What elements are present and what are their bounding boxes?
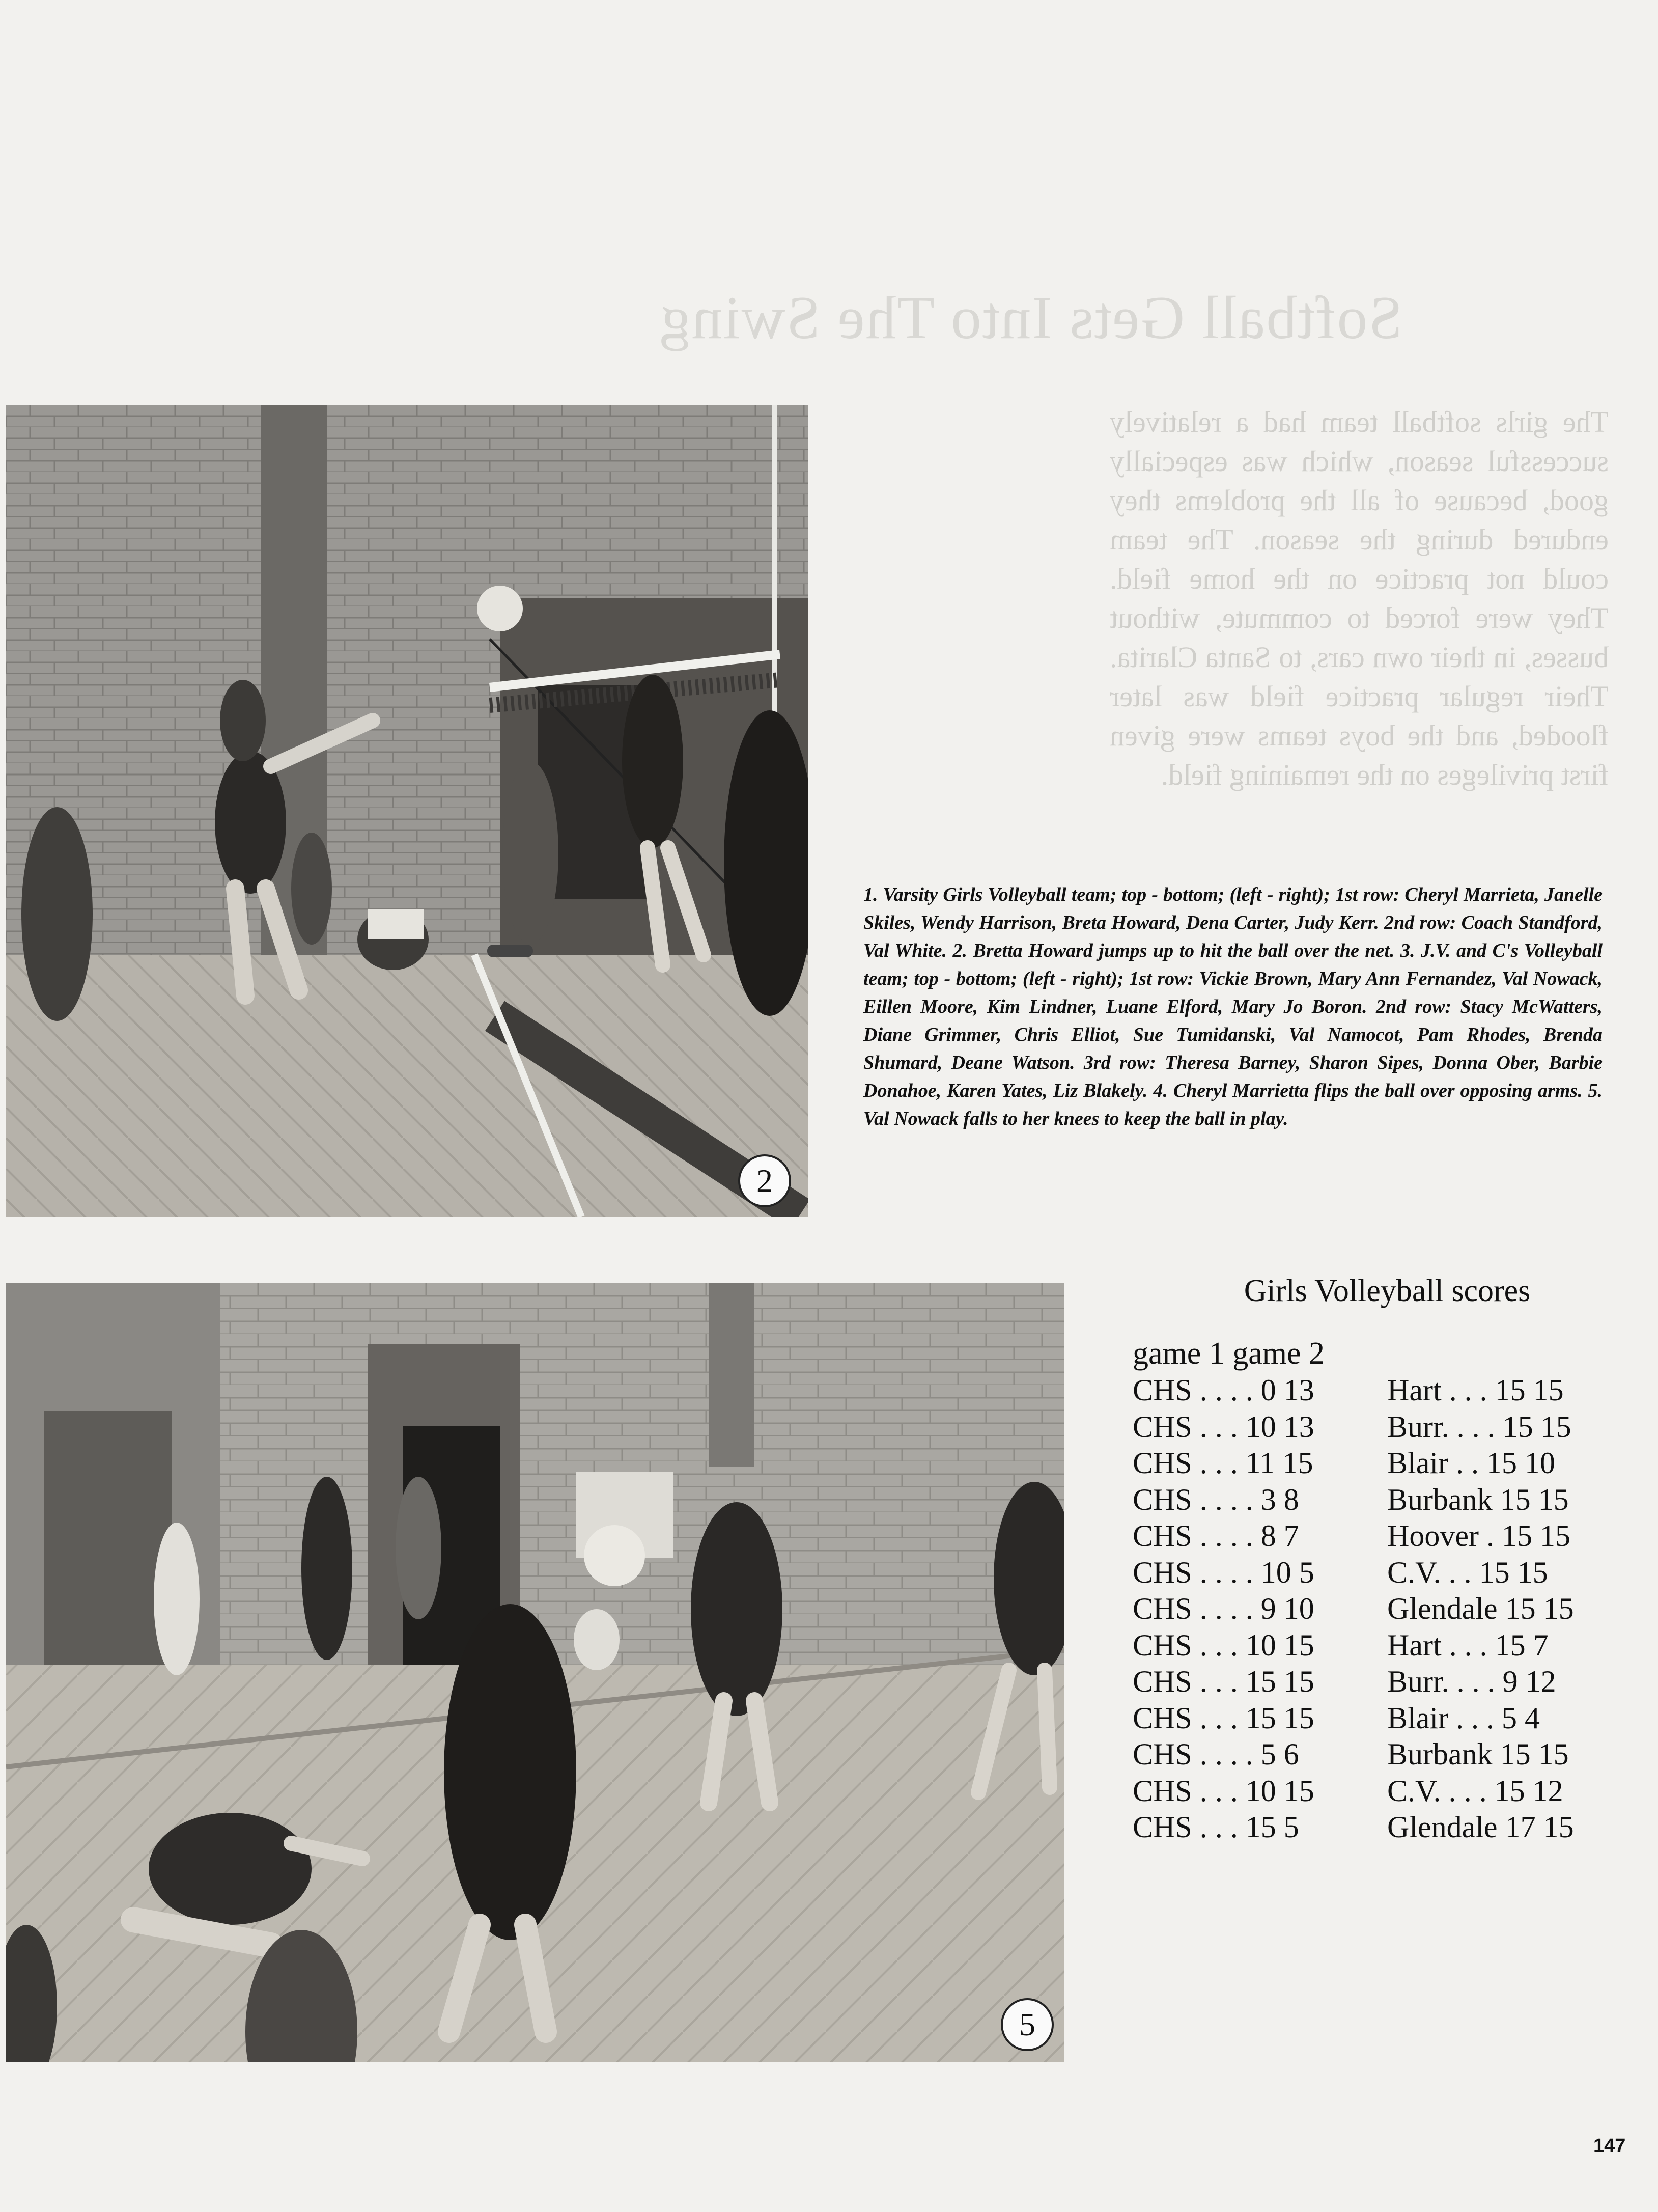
photo-volleyball-spike — [6, 405, 808, 1217]
chs-score: CHS . . . 15 15 — [1133, 1701, 1314, 1735]
opponent-score: C.V. . . . 15 12 — [1387, 1774, 1563, 1808]
score-row — [1133, 1409, 1574, 1446]
score-row — [1133, 1700, 1574, 1737]
scores-title: Girls Volleyball scores — [1244, 1274, 1531, 1308]
score-row — [1133, 1664, 1574, 1700]
scores-table — [1133, 1372, 1574, 1846]
chs-score: CHS . . . 15 5 — [1133, 1810, 1299, 1844]
photo-volleyball-dig — [6, 1283, 1064, 2062]
score-row — [1133, 1809, 1574, 1846]
chs-score: CHS . . . 15 15 — [1133, 1665, 1314, 1699]
score-row — [1133, 1445, 1574, 1482]
chs-score: CHS . . . . 10 5 — [1133, 1555, 1314, 1589]
opponent-score: Hart . . . 15 15 — [1387, 1373, 1564, 1407]
scores-game-header: game 1 game 2 — [1133, 1336, 1325, 1371]
chs-score: CHS . . . . 5 6 — [1133, 1737, 1299, 1772]
score-row — [1133, 1627, 1574, 1664]
score-row — [1133, 1482, 1574, 1518]
opponent-score: Blair . . . 5 4 — [1387, 1701, 1540, 1735]
opponent-score: Burr. . . . 15 15 — [1387, 1409, 1571, 1444]
chs-score: CHS . . . 10 15 — [1133, 1774, 1314, 1808]
score-row — [1133, 1591, 1574, 1627]
photo-number-badge: 5 — [1001, 1998, 1054, 2051]
chs-score: CHS . . . 10 15 — [1133, 1628, 1314, 1662]
chs-score: CHS . . . . 9 10 — [1133, 1592, 1314, 1626]
opponent-score: Blair . . 15 10 — [1387, 1446, 1555, 1480]
chs-score: CHS . . . 10 13 — [1133, 1409, 1314, 1444]
bleed-through-title: Softball Gets Into The Swing — [659, 284, 1403, 351]
bleed-through-paragraph: The girls softball team had a relatively successful season, which was especially good, because of all the problems they endured during the season. The team could not practice on the home field. They were forced to commute, without busses, in their own cars, to Santa Clarita. Their regular practice field was later flooded, and the boys teams were given first privileges on the remaining field. — [1110, 405, 1609, 791]
score-row — [1133, 1555, 1574, 1591]
score-row — [1133, 1372, 1574, 1409]
score-row — [1133, 1773, 1574, 1810]
chs-score: CHS . . . 11 15 — [1133, 1446, 1313, 1480]
opponent-score: C.V. . . 15 15 — [1387, 1555, 1548, 1589]
opponent-score: Hart . . . 15 7 — [1387, 1628, 1549, 1662]
chs-score: CHS . . . . 3 8 — [1133, 1482, 1299, 1516]
score-row — [1133, 1736, 1574, 1773]
opponent-score: Glendale 15 15 — [1387, 1592, 1574, 1626]
opponent-score: Burr. . . . 9 12 — [1387, 1665, 1556, 1699]
photo-number-badge: 2 — [738, 1154, 791, 1207]
opponent-score: Burbank 15 15 — [1387, 1737, 1569, 1772]
opponent-score: Burbank 15 15 — [1387, 1482, 1569, 1516]
score-row — [1133, 1518, 1574, 1555]
opponent-score: Glendale 17 15 — [1387, 1810, 1574, 1844]
page-number: 147 — [1593, 2135, 1626, 2156]
opponent-score: Hoover . 15 15 — [1387, 1519, 1570, 1553]
chs-score: CHS . . . . 8 7 — [1133, 1519, 1299, 1553]
photo-caption: 1. Varsity Girls Volleyball team; top - bottom; (left - right); 1st row: Cheryl Marrieta, Janelle Skiles, Wendy Harrison, Breta Howard, Dena Carter, Judy Kerr. 2nd row: Coach Standford, Val White. 2. Bretta Howard jumps up to hit the ball over the net. 3. J.V. and C's Volleyball team; top - bottom; (left - right); 1st row: Vickie Brown, Mary Ann Fernandez, Val Nowack, Eillen Moore, Kim Lindner, Luane Elford, Mary Jo Boron. 2nd row: Stacy McWatters, Diane Grimmer, Chris Elliot, Sue Tumidanski, Val Namocot, Pam Rhodes, Brenda Shumard, Deane Watson. 3rd row: Theresa Barney, Sharon Sipes, Donna Ober, Barbie Donahoe, Karen Yates, Liz Blakely. 4. Cheryl Marrietta flips the ball over opposing arms. 5. Val Nowack falls to her knees to keep the ball in play. — [863, 884, 1603, 1129]
chs-score: CHS . . . . 0 13 — [1133, 1373, 1314, 1407]
